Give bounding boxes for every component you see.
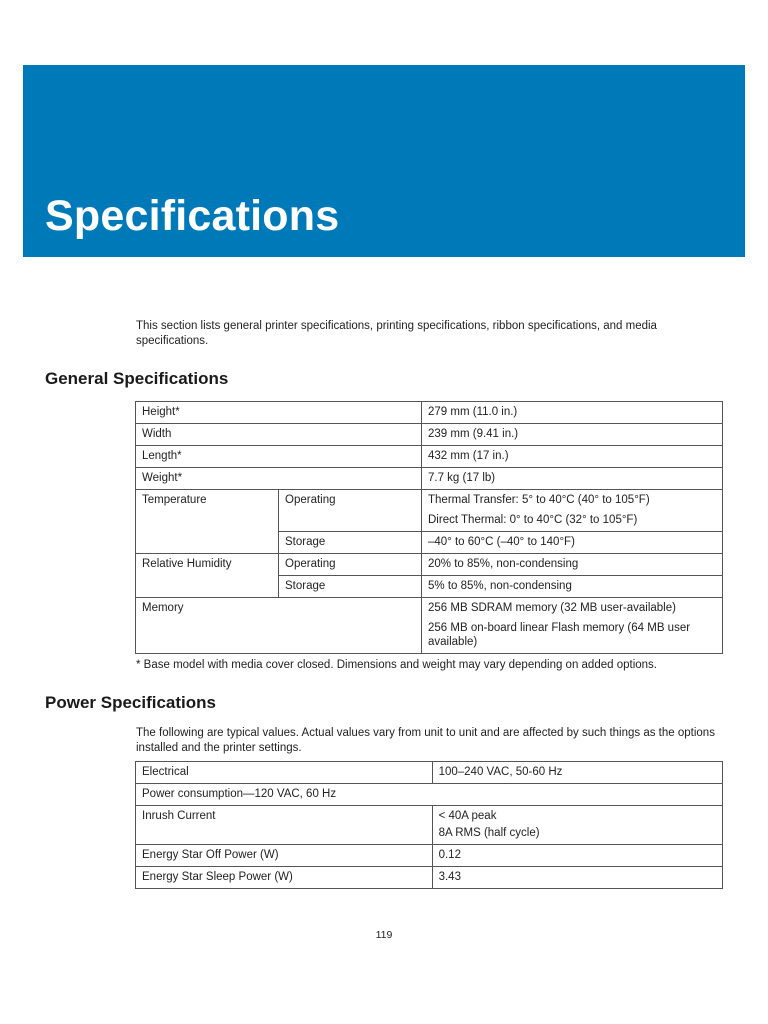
spec-label: Width bbox=[136, 424, 422, 446]
spec-value-line: < 40A peak bbox=[438, 810, 497, 822]
spec-value: 20% to 85%, non-condensing bbox=[422, 554, 723, 576]
page-number: 119 bbox=[375, 929, 393, 941]
spec-value: 100–240 VAC, 50-60 Hz bbox=[432, 762, 722, 784]
spec-label: Power consumption—120 VAC, 60 Hz bbox=[136, 784, 723, 806]
spec-value: 7.7 kg (17 lb) bbox=[422, 468, 723, 490]
spec-value: 0.12 bbox=[432, 845, 722, 867]
spec-label: Inrush Current bbox=[136, 806, 433, 845]
table-row bbox=[136, 806, 723, 845]
spec-value: 279 mm (11.0 in.) bbox=[422, 402, 723, 424]
chapter-banner bbox=[23, 65, 745, 257]
intro-paragraph: This section lists general printer specifications, printing specifications, ribbon specifications, and media specifications. bbox=[136, 320, 657, 347]
power-specifications-heading: Power Specifications bbox=[45, 693, 216, 712]
spec-value: 5% to 85%, non-condensing bbox=[422, 576, 723, 598]
table-row bbox=[136, 598, 723, 654]
spec-value: 432 mm (17 in.) bbox=[422, 446, 723, 468]
table-row bbox=[136, 446, 723, 468]
spec-value: 3.43 bbox=[432, 867, 722, 889]
spec-value-line: 256 MB SDRAM memory (32 MB user-available) bbox=[428, 602, 676, 614]
spec-sublabel: Operating bbox=[279, 490, 422, 532]
spec-value bbox=[432, 806, 722, 845]
table-row bbox=[136, 490, 723, 532]
spec-value-line: 8A RMS (half cycle) bbox=[438, 827, 540, 839]
spec-sublabel: Operating bbox=[279, 554, 422, 576]
spec-label: Height* bbox=[136, 402, 422, 424]
spec-label: Relative Humidity bbox=[136, 554, 279, 598]
table-row bbox=[136, 554, 723, 576]
spec-label: Energy Star Off Power (W) bbox=[136, 845, 433, 867]
spec-value-line: Thermal Transfer: 5° to 40°C (40° to 105°F) bbox=[428, 494, 650, 506]
spec-label: Memory bbox=[136, 598, 422, 654]
spec-value: 239 mm (9.41 in.) bbox=[422, 424, 723, 446]
table-row bbox=[136, 845, 723, 867]
spec-label: Electrical bbox=[136, 762, 433, 784]
spec-label: Length* bbox=[136, 446, 422, 468]
spec-value: –40° to 60°C (–40° to 140°F) bbox=[422, 532, 723, 554]
spec-sublabel: Storage bbox=[279, 576, 422, 598]
general-specifications-table bbox=[135, 401, 723, 654]
table-row bbox=[136, 424, 723, 446]
footnote: * Base model with media cover closed. Dimensions and weight may vary depending on added options. bbox=[136, 659, 657, 671]
spec-label: Energy Star Sleep Power (W) bbox=[136, 867, 433, 889]
spec-value bbox=[422, 490, 723, 532]
table-row bbox=[136, 762, 723, 784]
table-row bbox=[136, 468, 723, 490]
spec-label: Temperature bbox=[136, 490, 279, 554]
power-specifications-table bbox=[135, 761, 723, 889]
general-specifications-heading: General Specifications bbox=[45, 369, 229, 388]
spec-value-line: 256 MB on-board linear Flash memory (64 MB user available) bbox=[428, 622, 691, 648]
table-row bbox=[136, 784, 723, 806]
spec-sublabel: Storage bbox=[279, 532, 422, 554]
table-row bbox=[136, 867, 723, 889]
page-title: Specifications bbox=[45, 192, 340, 240]
spec-label: Weight* bbox=[136, 468, 422, 490]
spec-value-line: Direct Thermal: 0° to 40°C (32° to 105°F) bbox=[428, 514, 638, 526]
power-intro-paragraph: The following are typical values. Actual values vary from unit to unit and are affected by such things as the options installed and the printer settings. bbox=[136, 727, 715, 754]
spec-value bbox=[422, 598, 723, 654]
table-row bbox=[136, 402, 723, 424]
